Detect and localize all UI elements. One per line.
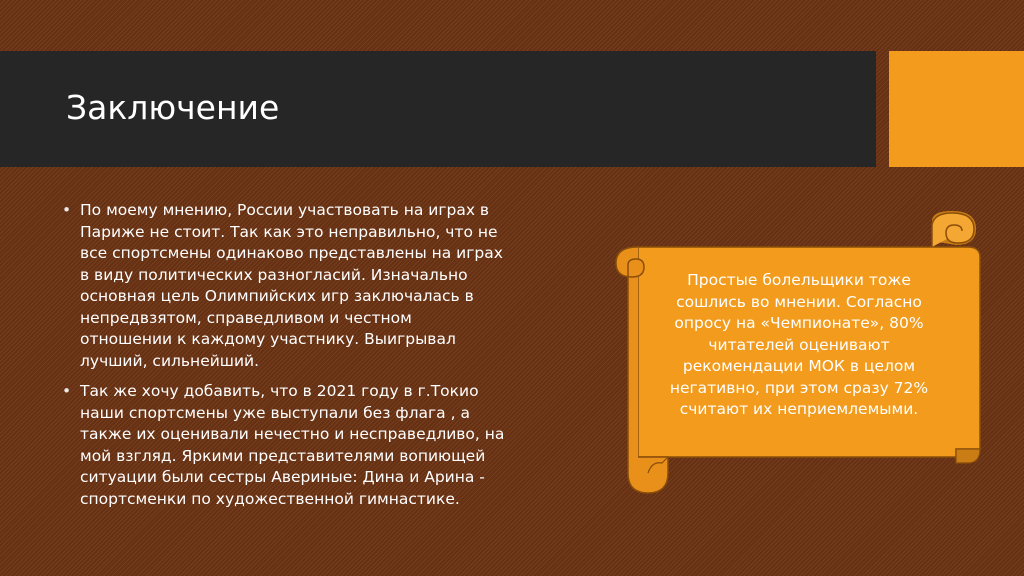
- bullet-text-1: По моему мнению, России участвовать на играх в Париже не стоит. Так как это неправильно, что не все спортсмены одинаково представлены на играх в виду политических разногласий. Изначально основная цель Олимпийских игр заключалась в непредвзятом, справедливом и честном отношении к каждому участнику. Выигрывал лучший, сильнейший.: [80, 201, 503, 370]
- bullet-marker: •: [62, 201, 72, 219]
- slide-title: Заключение: [66, 88, 280, 127]
- bullet-list: [58, 200, 508, 519]
- scroll-banner-text: Простые болельщики тоже сошлись во мнении. Согласно опросу на «Чемпионате», 80% читателей оценивают рекомендации МОК в целом негативно, при этом сразу 72% считают их неприемлемыми.: [669, 271, 929, 418]
- bullet-text-2: Так же хочу добавить, что в 2021 году в г.Токио наши спортсмены уже выступали без флага , а также их оценивали нечестно и несправедливо, на мой взгляд. Яркими представителями вопиющей ситуации были сестры Авериные: Дина и Арина - спортсменки по художественной гимнастике.: [80, 382, 505, 508]
- bullet-item-1: [58, 200, 508, 372]
- accent-square: [889, 51, 1024, 167]
- bullet-item-2: [58, 381, 508, 510]
- bullet-marker: •: [62, 382, 72, 400]
